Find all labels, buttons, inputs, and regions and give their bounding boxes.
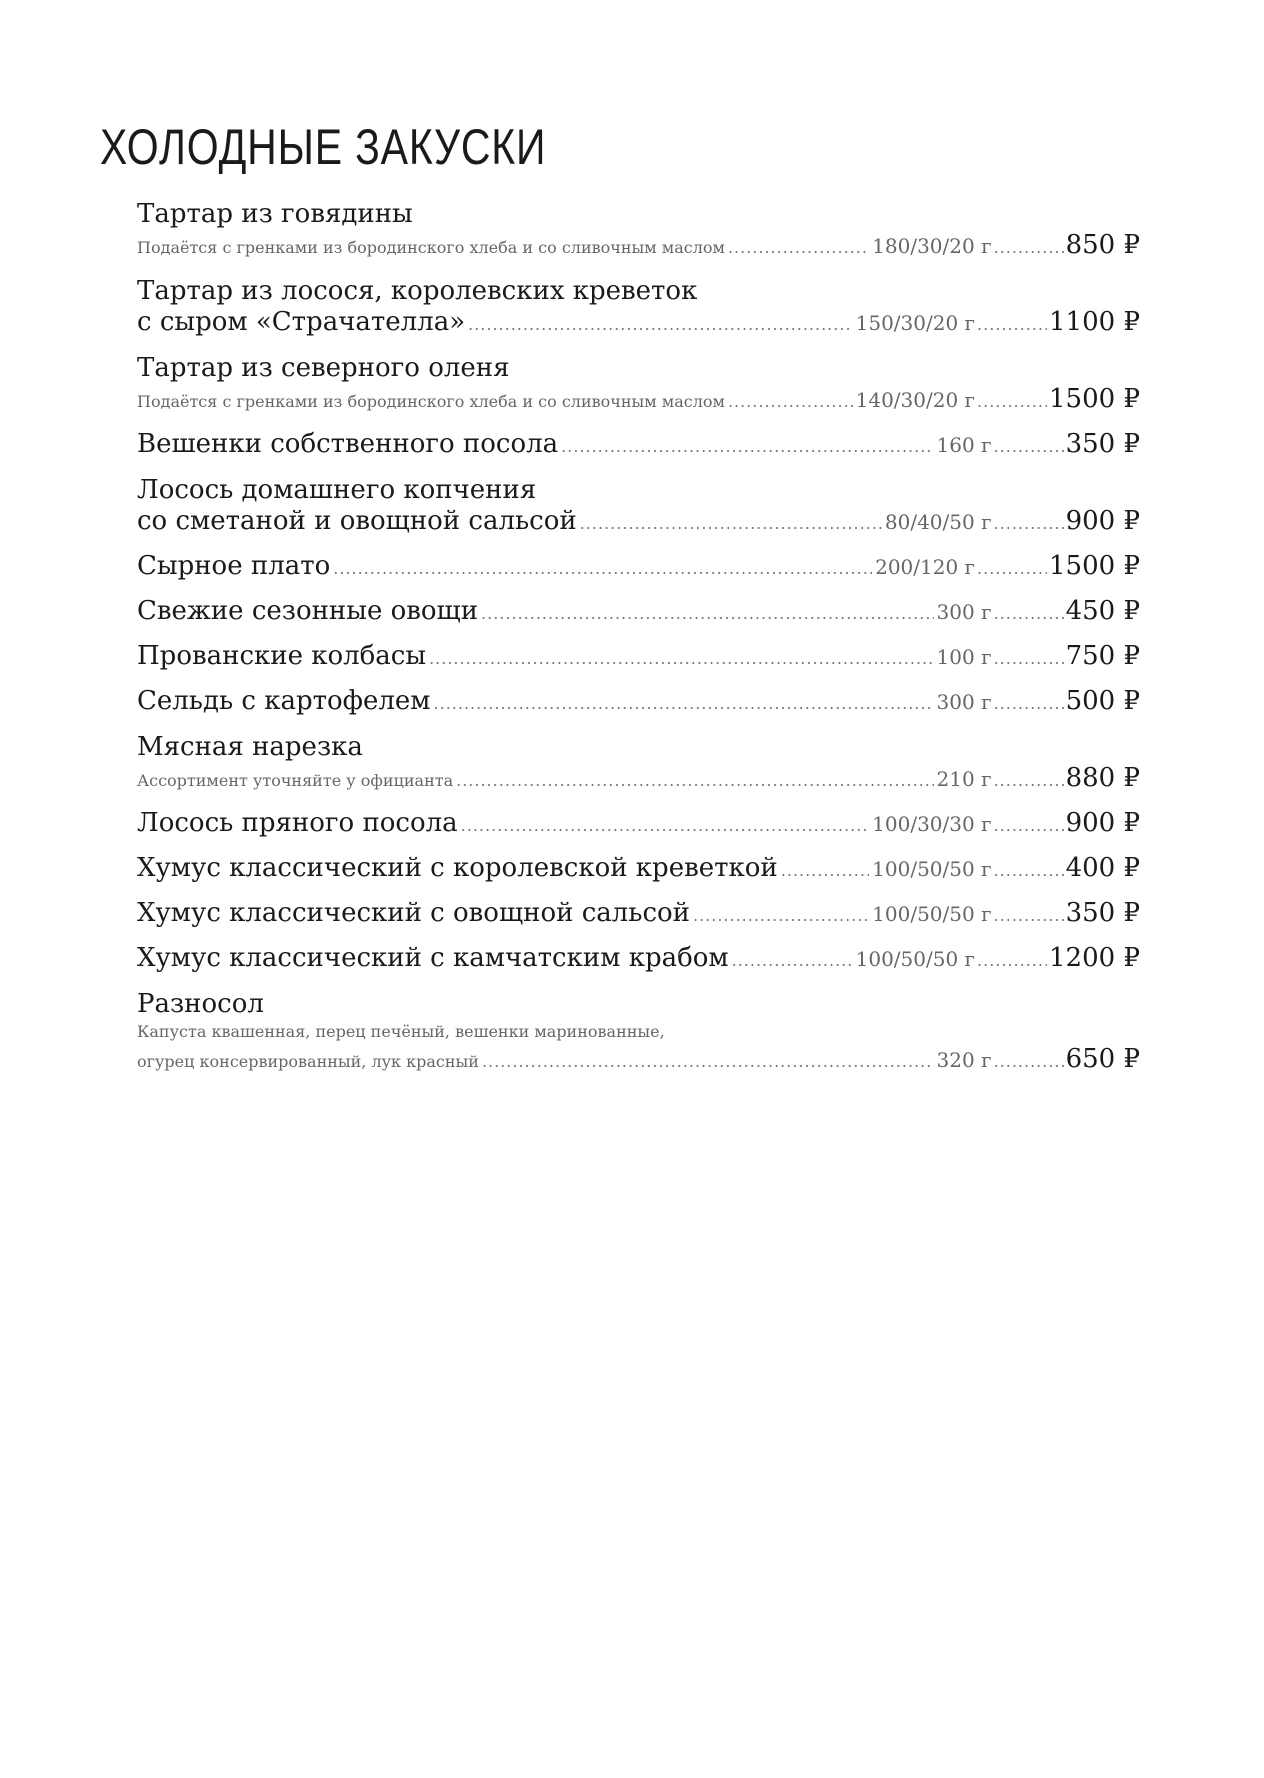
item-name: Тартар из северного оленя [137, 353, 510, 383]
item-weight: 140/30/20 г [855, 388, 976, 412]
menu-item [137, 943, 1140, 976]
dot-leader [977, 387, 1047, 417]
item-price: 900 ₽ [1065, 808, 1140, 838]
dot-leader [994, 766, 1064, 796]
dot-leader [994, 233, 1064, 263]
item-row [137, 596, 1140, 629]
page-title: ХОЛОДНЫЕ ЗАКУСКИ [100, 119, 547, 175]
item-price: 750 ₽ [1065, 641, 1140, 671]
menu-item [137, 429, 1140, 462]
item-weight: 300 г [936, 690, 992, 714]
item-name: со сметаной и овощной сальсой [137, 506, 577, 536]
item-row [137, 853, 1140, 886]
item-price: 1200 ₽ [1049, 943, 1140, 973]
item-weight: 210 г [936, 767, 992, 791]
dot-leader [461, 811, 870, 841]
item-name: Сырное плато [137, 551, 331, 581]
menu-item [137, 198, 1140, 263]
item-name: Тартар из говядины [137, 199, 413, 229]
item-weight: 200/120 г [875, 555, 976, 579]
dot-leader [732, 946, 853, 976]
item-name: Свежие сезонные овощи [137, 596, 479, 626]
item-name: Лосось пряного посола [137, 808, 458, 838]
item-price: 880 ₽ [1065, 763, 1140, 793]
item-row [137, 686, 1140, 719]
item-row [137, 551, 1140, 584]
item-name: Прованские колбасы [137, 641, 427, 671]
item-description: Ассортимент уточняйте у официанта [137, 771, 454, 790]
item-row [137, 230, 1140, 263]
item-name: Тартар из лосося, королевских креветок [137, 276, 698, 306]
dot-leader [728, 233, 869, 263]
item-weight: 300 г [936, 600, 992, 624]
menu-item [137, 275, 1140, 340]
dot-leader [994, 856, 1064, 886]
item-price: 1100 ₽ [1049, 307, 1140, 337]
item-name: Хумус классический с королевской креветкой [137, 853, 778, 883]
item-description: огурец консервированный, лук красный [137, 1052, 479, 1071]
menu-list [137, 198, 1140, 1089]
dot-leader [977, 554, 1047, 584]
dot-leader [561, 432, 933, 462]
menu-item [137, 808, 1140, 841]
item-row [137, 641, 1140, 674]
item-row [137, 307, 1140, 340]
item-name: Мясная нарезка [137, 732, 363, 762]
item-weight: 100/30/30 г [872, 812, 992, 836]
dot-leader [456, 766, 933, 796]
item-price: 850 ₽ [1065, 230, 1140, 260]
item-name: Хумус классический с овощной сальсой [137, 898, 690, 928]
item-row [137, 384, 1140, 417]
item-weight: 180/30/20 г [872, 234, 992, 258]
dot-leader [434, 689, 934, 719]
item-name: Сельдь с картофелем [137, 686, 431, 716]
dot-leader [781, 856, 869, 886]
menu-item [137, 898, 1140, 931]
dot-leader [333, 554, 872, 584]
item-price: 500 ₽ [1065, 686, 1140, 716]
item-description: Капуста квашенная, перец печёный, вешенки маринованные, [137, 1022, 665, 1041]
item-row [137, 429, 1140, 462]
menu-item [137, 551, 1140, 584]
dot-leader [994, 599, 1064, 629]
item-weight: 100/50/50 г [872, 902, 992, 926]
item-price: 900 ₽ [1065, 506, 1140, 536]
menu-item [137, 474, 1140, 539]
dot-leader [977, 310, 1047, 340]
dot-leader [994, 644, 1064, 674]
dot-leader [994, 509, 1064, 539]
item-name: Вешенки собственного посола [137, 429, 559, 459]
item-description: Подаётся с гренками из бородинского хлеба и со сливочным маслом [137, 392, 725, 411]
dot-leader [468, 310, 853, 340]
item-weight: 320 г [936, 1048, 992, 1072]
dot-leader [994, 901, 1064, 931]
dot-leader [482, 1047, 934, 1077]
item-price: 350 ₽ [1065, 898, 1140, 928]
item-row [137, 898, 1140, 931]
dot-leader [994, 811, 1064, 841]
item-row [137, 506, 1140, 539]
dot-leader [728, 387, 853, 417]
item-weight: 150/30/20 г [855, 311, 976, 335]
menu-item [137, 988, 1140, 1077]
menu-item [137, 352, 1140, 417]
item-price: 400 ₽ [1065, 853, 1140, 883]
item-name: с сыром «Страчателла» [137, 307, 466, 337]
item-description: Подаётся с гренками из бородинского хлеба и со сливочным маслом [137, 238, 725, 257]
item-name: Хумус классический с камчатским крабом [137, 943, 729, 973]
item-weight: 100/50/50 г [855, 947, 976, 971]
dot-leader [994, 689, 1064, 719]
dot-leader [481, 599, 934, 629]
dot-leader [429, 644, 933, 674]
menu-item [137, 686, 1140, 719]
item-row [137, 1044, 1140, 1077]
dot-leader [580, 509, 882, 539]
item-price: 1500 ₽ [1049, 551, 1140, 581]
dot-leader [977, 946, 1047, 976]
item-weight: 100/50/50 г [872, 857, 992, 881]
item-price: 450 ₽ [1065, 596, 1140, 626]
dot-leader [994, 1047, 1064, 1077]
item-name: Разносол [137, 989, 264, 1019]
item-price: 1500 ₽ [1049, 384, 1140, 414]
menu-item [137, 853, 1140, 886]
dot-leader [693, 901, 869, 931]
menu-item [137, 596, 1140, 629]
menu-item [137, 641, 1140, 674]
item-row [137, 808, 1140, 841]
menu-item [137, 731, 1140, 796]
item-row [137, 943, 1140, 976]
item-name: Лосось домашнего копчения [137, 475, 537, 505]
item-weight: 80/40/50 г [884, 510, 992, 534]
dot-leader [994, 432, 1064, 462]
item-row [137, 763, 1140, 796]
item-price: 650 ₽ [1065, 1044, 1140, 1074]
item-weight: 160 г [936, 433, 992, 457]
item-weight: 100 г [936, 645, 992, 669]
item-price: 350 ₽ [1065, 429, 1140, 459]
